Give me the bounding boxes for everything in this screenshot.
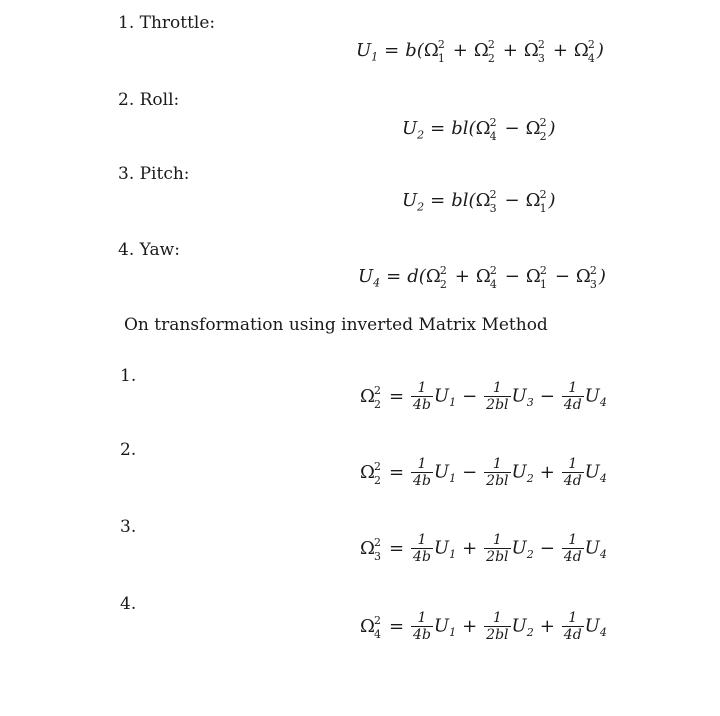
transformation-text: On transformation using inverted Matrix Method [124, 315, 548, 335]
inverse-2-equation: Ω 2 2 = $\frac{1}{4b}$ $U_1$ − $\frac{1}{2bl}$ $U_2$ + $\frac{1}{4d}$ $U_4$ [360, 456, 607, 489]
yaw-label: 4. Yaw: [118, 240, 180, 260]
pitch-equation: $U_2 = bl(\Omega$ 2 3 − Ω 2 1 ) [402, 188, 556, 215]
inverse-4-label: 4. [120, 594, 137, 614]
pitch-label: 3. Pitch: [118, 164, 190, 184]
yaw-equation: $U_4 = d(\Omega$ 2 2 + Ω 2 4 − Ω 2 1 − Ω 2 3 ) [358, 264, 606, 291]
throttle-equation: $U_1 = b(\Omega$ 2 1 + Ω 2 2 + Ω 2 3 + Ω 2 4 ) [356, 38, 604, 65]
inverse-3-equation: Ω 2 3 = $\frac{1}{4b}$ $U_1$ + $\frac{1}{2bl}$ $U_2$ − $\frac{1}{4d}$ $U_4$ [360, 532, 607, 565]
inverse-4-equation: Ω 2 4 = $\frac{1}{4b}$ $U_1$ + $\frac{1}{2bl}$ $U_2$ + $\frac{1}{4d}$ $U_4$ [360, 610, 607, 643]
roll-equation: $U_2 = bl(\Omega$ 2 4 − Ω 2 2 ) [402, 116, 556, 143]
inverse-3-label: 3. [120, 517, 137, 537]
inverse-1-label: 1. [120, 366, 137, 386]
throttle-label: 1. Throttle: [118, 13, 216, 33]
inverse-1-equation: Ω 2 2 = $\frac{1}{4b}$ $U_1$ − $\frac{1}{2bl}$ $U_3$ − $\frac{1}{4d}$ $U_4$ [360, 380, 607, 413]
roll-label: 2. Roll: [118, 90, 180, 110]
inverse-2-label: 2. [120, 440, 137, 460]
